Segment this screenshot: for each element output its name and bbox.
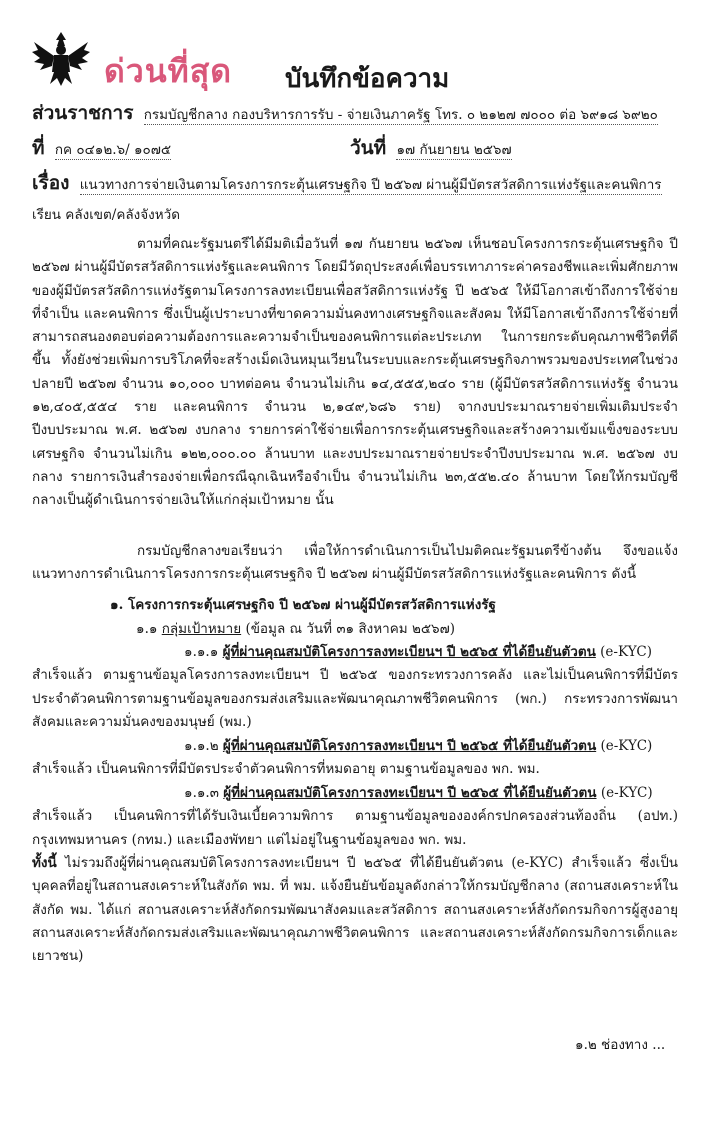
urgency-stamp: ด่วนที่สุด — [104, 52, 233, 90]
subject-value: แนวทางการจ่ายเงินตามโครงการกระตุ้นเศรษฐกิจ ปี ๒๕๖๗ ผ่านผู้มีบัตรสวัสดิการแห่งรัฐและคนพิการ — [79, 177, 662, 193]
garuda-emblem-icon — [30, 28, 92, 90]
date-value: ๑๗ กันยายน ๒๕๖๗ — [396, 142, 512, 158]
note-text: ไม่รวมถึงผู้ที่ผ่านคุณสมบัติโครงการลงทะเบียนฯ ปี ๒๕๖๕ ที่ได้ยืนยันตัวตน (e-KYC) สำเร็จแล้ว ซึ่งเป็นบุคคลที่อยู่ในสถานสงเคราะห์ในสังกัด พม. ที่ พม. แจ้งยืนยันข้อมูลดังกล่าวให้กรมบัญชีกลาง (สถานสงเคราะห์ในสังกัด พม. ได้แก่ สถานสงเคราะห์สังกัดกรมพัฒนาสังคมและสวัสดิการ สถานสงเคราะห์สังกัดกรมกิจการผู้สูงอายุ สถานสงเคราะห์สังกัดกรมส่งเสริมและพัฒนาคุณภาพชีวิตคนพิการ และสถานสงเคราะห์สังกัดกรมกิจการเด็กและเยาวชน) — [32, 855, 679, 965]
item-rest: สำเร็จแล้ว ตามฐานข้อมูลโครงการลงทะเบียนฯ ปี ๒๕๖๕ ของกระทรวงการคลัง และไม่เป็นคนพิการที่มีบัตรประจำตัวคนพิการตามฐานข้อมูลของกรมส่งเสริมและพัฒนาคุณภาพชีวิตคนพิการ (พก.) กระทรวงการพัฒนาสังคมและความมั่นคงของมนุษย์ (พม.) — [32, 667, 678, 730]
item-first-tail: (e-KYC) — [600, 738, 653, 754]
reference-row — [32, 133, 512, 163]
date-label: วันที่ — [350, 137, 387, 159]
item-lead: ผู้ที่ผ่านคุณสมบัติโครงการลงทะเบียนฯ ปี ๒๕๖๕ ที่ได้ยืนยันตัวตน — [222, 738, 597, 754]
item-first-tail: (e-KYC) — [600, 644, 652, 660]
item-lead: ผู้ที่ผ่านคุณสมบัติโครงการลงทะเบียนฯ ปี ๒๕๖๕ ที่ได้ยืนยันตัวตน — [223, 785, 597, 801]
item-lead: ผู้ที่ผ่านคุณสมบัติโครงการลงทะเบียนฯ ปี ๒๕๖๕ ที่ได้ยืนยันตัวตน — [222, 644, 596, 660]
item-first-tail: (e-KYC) — [600, 785, 653, 801]
reference-value: กค ๐๔๑๒.๖/ ๑๐๗๕ — [54, 142, 172, 158]
item-number: ๑.๑.๑ — [184, 644, 219, 660]
list-item — [32, 782, 678, 852]
date-block — [350, 133, 512, 163]
subject-row — [32, 168, 662, 198]
list-item — [32, 735, 678, 782]
item-rest: สำเร็จแล้ว เป็นคนพิการที่มีบัตรประจำตัวคนพิการที่หมดอายุ ตามฐานข้อมูลของ พก. พม. — [32, 761, 540, 778]
page-continuation: ๑.๒ ช่องทาง ... — [575, 1037, 666, 1053]
item-rest: สำเร็จแล้ว เป็นคนพิการที่ได้รับเงินเบี้ยความพิการ ตามฐานข้อมูลขององค์กรปกครองส่วนท้องถิ่น (อปท.) กรุงเทพมหานคร (กทม.) และเมืองพัทยา แต่ไม่อยู่ในฐานข้อมูลของ พก. พม. — [32, 808, 678, 848]
subsection-title: กลุ่มเป้าหมาย — [161, 621, 242, 637]
subsection-note: (ข้อมูล ณ วันที่ ๓๑ สิงหาคม ๒๕๖๗) — [245, 621, 456, 637]
note-lead: ทั้งนี้ — [32, 855, 57, 871]
item-number: ๑.๑.๓ — [184, 785, 219, 801]
agency-label: ส่วนราชการ — [32, 102, 134, 124]
paragraph-background: ตามที่คณะรัฐมนตรีได้มีมติเมื่อวันที่ ๑๗ กันยายน ๒๕๖๗ เห็นชอบโครงการกระตุ้นเศรษฐกิจ ปี ๒๕๖๗ ผ่านผู้มีบัตรสวัสดิการแห่งรัฐและคนพิการ โดยมีวัตถุประสงค์เพื่อบรรเทาภาระค่าครองชีพและเพิ่มศักยภาพของผู้มีบัตรสวัสดิการแห่งรัฐตามโครงการลงทะเบียนเพื่อสวัสดิการแห่งรัฐ ปี ๒๕๖๕ ให้มีโอกาสเข้าถึงการใช้จ่ายที่จำเป็น และคนพิการ ซึ่งเป็นผู้เปราะบางที่ขาดความมั่นคงทางเศรษฐกิจและสังคม ให้มีโอกาสเข้าถึงการใช้จ่ายที่สามารถสนองตอบต่อความต้องการและความจำเป็นของคนพิการแต่ละประเภท ในการยกระดับคุณภาพชีวิตที่ดีขึ้น ทั้งยังช่วยเพิ่มการบริโภคที่จะสร้างเม็ดเงินหมุนเวียนในระบบและกระตุ้นเศรษฐกิจภาพรวมของประเทศในช่วงปลายปี ๒๕๖๗ จำนวน ๑๐,๐๐๐ บาทต่อคน จำนวนไม่เกิน ๑๔,๕๕๕,๒๔๐ ราย (ผู้มีบัตรสวัสดิการแห่งรัฐ จำนวน ๑๒,๔๐๕,๕๕๔ ราย และคนพิการ จำนวน ๒,๑๔๙,๖๘๖ ราย) จากงบประมาณรายจ่ายเพิ่มเติมประจำปีงบประมาณ พ.ศ. ๒๕๖๗ งบกลาง รายการค่าใช้จ่ายเพื่อการกระตุ้นเศรษฐกิจและสร้างความเข้มแข็งของระบบเศรษฐกิจ จำนวนไม่เกิน ๑๒๒,๐๐๐.๐๐ ล้านบาท และงบประมาณรายจ่ายประจำปีงบประมาณ พ.ศ. ๒๕๖๗ งบกลาง รายการเงินสำรองจ่ายเพื่อกรณีฉุกเฉินหรือจำเป็น จำนวนไม่เกิน ๒๓,๕๕๒.๔๐ ล้านบาท โดยให้กรมบัญชีกลางเป็นผู้ดำเนินการจ่ายเงินให้แก่กลุ่มเป้าหมาย นั้น — [32, 236, 678, 509]
exclusion-note — [32, 852, 678, 968]
item-number: ๑.๑.๒ — [184, 738, 219, 754]
section-1-title: ๑. โครงการกระตุ้นเศรษฐกิจ ปี ๒๕๖๗ ผ่านผู้มีบัตรสวัสดิการแห่งรัฐ — [110, 597, 496, 613]
reference-label: ที่ — [32, 137, 45, 159]
subject-label: เรื่อง — [32, 172, 70, 194]
agency-row — [32, 98, 658, 128]
memo-title: บันทึกข้อความ — [285, 64, 450, 94]
subsection-number: ๑.๑ — [136, 621, 158, 637]
agency-value: กรมบัญชีกลาง กองบริหารการรับ - จ่ายเงินภาครัฐ โทร. ๐ ๒๑๒๗ ๗๐๐๐ ต่อ ๖๙๑๘ ๖๙๒๐ — [143, 107, 658, 123]
paragraph-notice: กรมบัญชีกลางขอเรียนว่า เพื่อให้การดำเนินการเป็นไปมติคณะรัฐมนตรีข้างต้น จึงขอแจ้งแนวทางการดำเนินการโครงการกระตุ้นเศรษฐกิจ ปี ๒๕๖๗ ผ่านผู้มีบัตรสวัสดิการแห่งรัฐและคนพิการ ดังนี้ — [32, 543, 678, 583]
list-item — [32, 641, 678, 734]
subsection-1-1 — [136, 617, 455, 639]
salutation: เรียน คลังเขต/คลังจังหวัด — [32, 207, 180, 223]
